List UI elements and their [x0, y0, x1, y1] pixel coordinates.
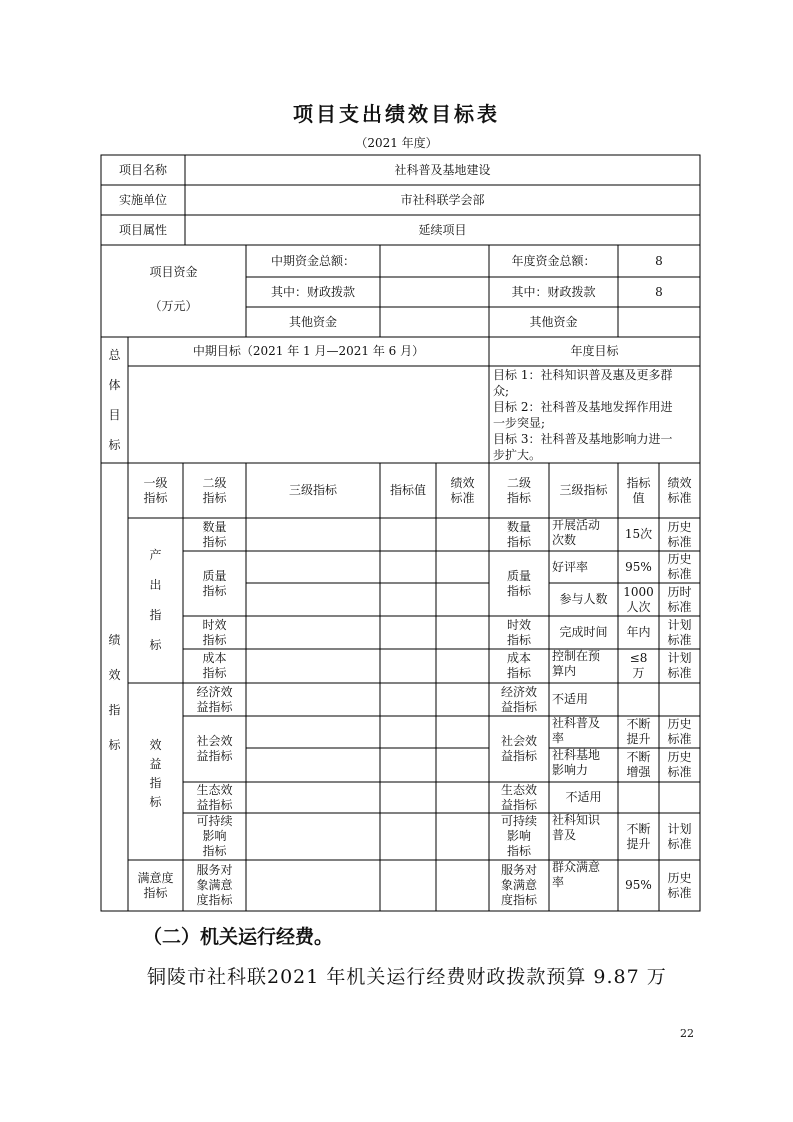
goal-line: 步扩大。 — [493, 448, 542, 462]
mid-total-label: 中期资金总额： — [270, 253, 355, 268]
mid-goal-label: 中期目标（2021 年 1 月—2021 年 6 月） — [192, 344, 425, 358]
goal-side-char: 目 — [108, 407, 121, 422]
perf-side-char: 效 — [108, 667, 121, 682]
right-time-indicator: 完成时间 — [559, 625, 608, 639]
annual-fiscal-label: 其中：财政拨款 — [511, 284, 596, 299]
goal-line: 一步突显; — [493, 416, 546, 430]
hdr-level2: 二级 指标 — [202, 475, 227, 505]
left-svc-label: 服务对 象满意 度指标 — [196, 863, 233, 907]
goal-line: 众; — [493, 384, 510, 398]
unit-value: 市社科联学会部 — [400, 192, 485, 207]
fiscal-year: （2021 年度） — [355, 136, 438, 150]
hdr-right-level2: 二级 指标 — [506, 475, 531, 505]
right-sus-indicator: 社科知识 普及 — [552, 813, 601, 842]
right-soc-a-indicator: 社科普及 率 — [552, 716, 601, 745]
right-soc-b-standard: 历史 标准 — [667, 750, 692, 779]
right-econ-indicator: 不适用 — [552, 692, 589, 706]
goal-side-char: 总 — [108, 347, 121, 362]
perf-side-char: 指 — [108, 702, 121, 717]
right-cost-standard: 计划 标准 — [667, 651, 692, 680]
right-time-label: 时效 指标 — [506, 617, 531, 647]
funds-label: 项目资金 — [149, 264, 198, 279]
benefit-side: 效 益 指 标 — [149, 738, 162, 809]
right-qual-a-value: 95% — [625, 559, 652, 574]
right-soc-label: 社会效 益指标 — [500, 734, 537, 763]
page-title: 项目支出绩效目标表 — [293, 102, 500, 126]
right-cost-label: 成本 指标 — [506, 651, 531, 680]
right-svc-indicator: 群众满意 率 — [552, 860, 601, 889]
left-cost-label: 成本 指标 — [202, 651, 227, 680]
project-name-value: 社科普及基地建设 — [394, 162, 491, 177]
right-svc-standard: 历史 标准 — [667, 870, 692, 900]
project-name-label: 项目名称 — [118, 162, 167, 177]
page-number: 22 — [680, 1027, 694, 1040]
right-sus-standard: 计划 标准 — [667, 821, 692, 851]
attr-label: 项目属性 — [118, 222, 167, 237]
right-qty-standard: 历史 标准 — [667, 519, 692, 549]
goal-line: 目标 3：社科普及基地影响力进一 — [493, 432, 673, 446]
left-soc-label: 社会效 益指标 — [196, 734, 233, 763]
left-qty-label: 数量 指标 — [202, 519, 227, 549]
left-sus-label: 可持续 影响 指标 — [196, 814, 233, 858]
right-eco-indicator: 不适用 — [565, 790, 602, 804]
annual-total-label: 年度资金总额： — [511, 253, 596, 268]
goal-side-char: 体 — [108, 377, 121, 392]
right-svc-value: 95% — [625, 878, 652, 892]
right-qty-value: 15次 — [624, 527, 653, 541]
right-qual-label: 质量 指标 — [506, 568, 531, 598]
body-paragraph: 铜陵市社科联2021 年机关运行经费财政拨款预算 9.87 万 — [147, 966, 667, 988]
hdr-right-standard: 绩效 标准 — [667, 475, 692, 505]
goal-side-char: 标 — [108, 437, 121, 452]
right-qual-b-value: 1000 人次 — [623, 584, 654, 614]
right-soc-a-standard: 历史 标准 — [667, 717, 692, 746]
hdr-standard: 绩效 标准 — [450, 475, 475, 505]
right-qty-label: 数量 指标 — [506, 519, 531, 549]
right-qual-b-indicator: 参与人数 — [559, 592, 608, 606]
right-qual-a-standard: 历史 标准 — [667, 552, 692, 581]
goal-line: 目标 1：社科知识普及惠及更多群 — [493, 368, 673, 382]
right-sus-label: 可持续 影响 指标 — [500, 814, 537, 858]
right-cost-value: ≤8 万 — [629, 651, 648, 680]
unit-label: 实施单位 — [118, 192, 167, 207]
right-soc-b-value: 不断 增强 — [626, 750, 651, 779]
right-time-standard: 计划 标准 — [667, 617, 692, 647]
attr-value: 延续项目 — [418, 222, 467, 237]
annual-fiscal-value: 8 — [655, 284, 663, 299]
right-qual-a-indicator: 好评率 — [552, 559, 589, 574]
section-heading: （二）机关运行经费。 — [143, 926, 334, 948]
right-time-value: 年内 — [626, 625, 651, 639]
hdr-level3: 三级指标 — [288, 483, 337, 497]
right-sus-value: 不断 提升 — [626, 821, 651, 851]
annual-other-label: 其他资金 — [529, 314, 578, 329]
hdr-value: 指标值 — [389, 483, 426, 497]
right-qual-b-standard: 历时 标准 — [667, 584, 692, 614]
left-qual-label: 质量 指标 — [202, 568, 227, 598]
hdr-right-value: 指标 值 — [626, 475, 651, 505]
left-econ-label: 经济效 益指标 — [196, 684, 233, 714]
right-eco-label: 生态效 益指标 — [500, 782, 537, 812]
funds-unit: （万元） — [149, 298, 198, 313]
left-eco-label: 生态效 益指标 — [196, 782, 233, 812]
goal-line: 目标 2：社科普及基地发挥作用进 — [493, 400, 673, 414]
annual-goal-text — [493, 367, 699, 463]
hdr-right-level3: 三级指标 — [559, 483, 608, 497]
right-svc-label: 服务对 象满意 度指标 — [500, 863, 537, 907]
annual-total-value: 8 — [655, 253, 663, 268]
perf-side-char: 绩 — [108, 632, 121, 647]
hdr-level1: 一级 指标 — [143, 475, 168, 505]
right-soc-a-value: 不断 提升 — [626, 717, 651, 746]
mid-other-label: 其他资金 — [288, 314, 337, 329]
right-qty-indicator: 开展活动 次数 — [552, 518, 601, 547]
mid-fiscal-label: 其中：财政拨款 — [270, 284, 355, 299]
annual-goal-label: 年度目标 — [570, 344, 619, 358]
output-side: 产 出 指 标 — [149, 548, 162, 652]
right-cost-indicator: 控制在预 算内 — [552, 649, 601, 678]
perf-side-char: 标 — [108, 737, 121, 752]
satisfaction-side: 满意度 指标 — [137, 870, 174, 900]
right-econ-label: 经济效 益指标 — [500, 684, 537, 714]
left-time-label: 时效 指标 — [202, 617, 227, 647]
right-soc-b-indicator: 社科基地 影响力 — [552, 748, 601, 777]
